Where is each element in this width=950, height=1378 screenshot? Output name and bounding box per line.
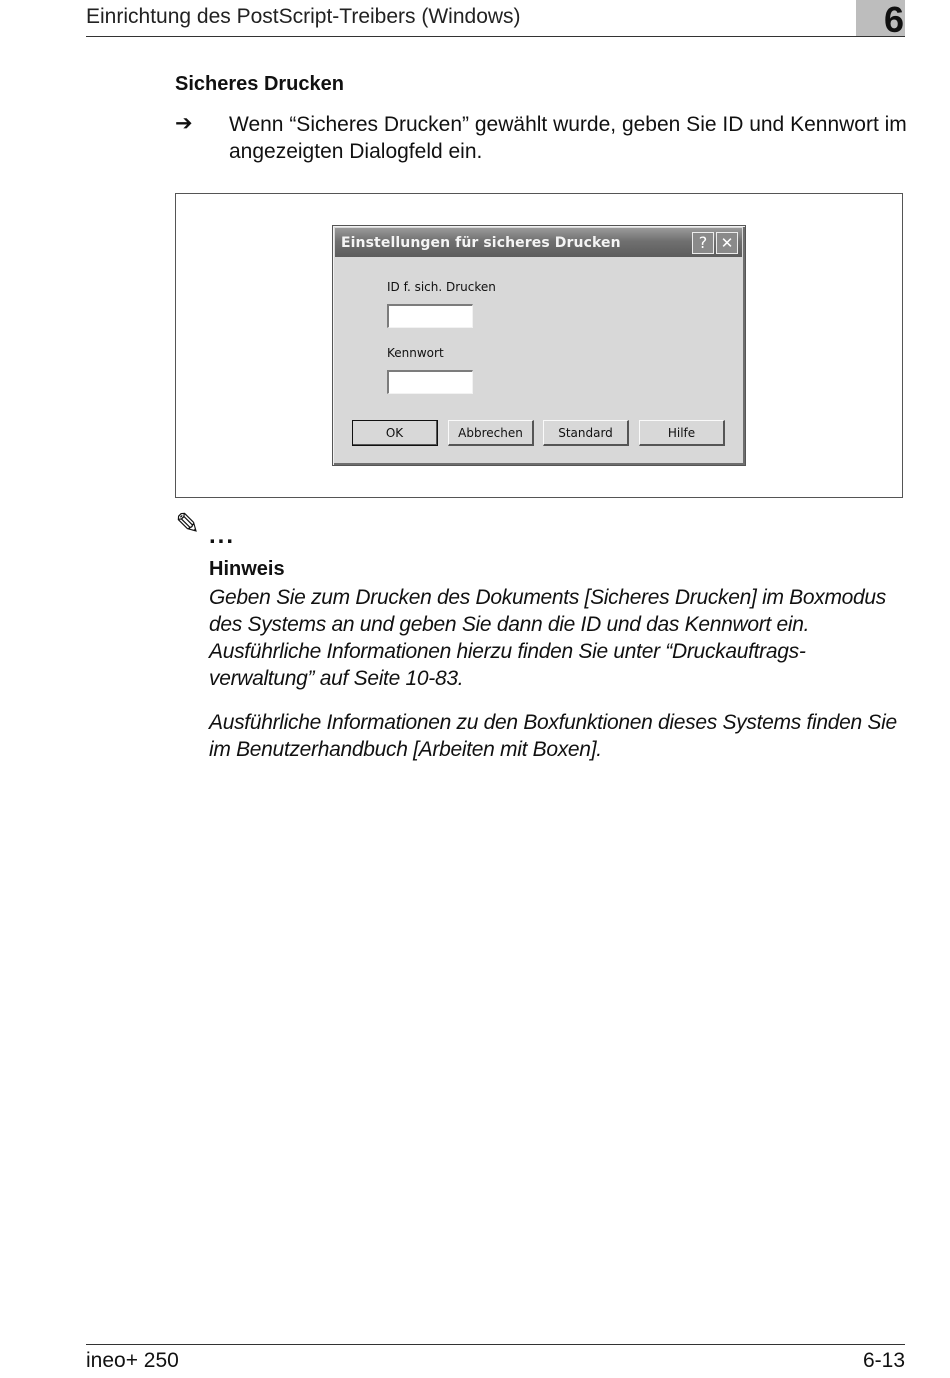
footer-rule: [86, 1344, 905, 1345]
standard-button[interactable]: Standard: [543, 420, 629, 446]
footer-page-number: 6-13: [862, 1349, 905, 1372]
step-text: Wenn “Sicheres Drucken” gewählt wurde, geben Sie ID und Kennwort im angezeigten Dialogfeld ein.: [229, 113, 907, 163]
note-dots: ...: [209, 522, 236, 549]
note-paragraph: Geben Sie zum Drucken des Dokuments [Sicheres Drucken] im Boxmodus des Systems an und geben Sie dann die ID und das Kennwort ein. Ausführliche Informationen hierzu finden Sie unter “Druckauftrags-verwaltung” auf Seite 10-83.: [209, 586, 886, 690]
footer-product: ineo+ 250: [86, 1349, 179, 1372]
page-header-title: Einrichtung des PostScript-Treibers (Windows): [86, 5, 521, 28]
chapter-tab: [856, 0, 905, 40]
help-icon[interactable]: ?: [692, 232, 714, 254]
ok-button[interactable]: OK: [352, 420, 438, 446]
id-label: ID f. sich. Drucken: [387, 280, 496, 294]
dialog-titlebar[interactable]: [335, 228, 742, 257]
cancel-button[interactable]: Abbrechen: [448, 420, 534, 446]
header-rule: [86, 36, 905, 37]
note-heading: Hinweis: [209, 558, 285, 580]
chapter-number: 6: [883, 0, 904, 40]
help-button[interactable]: Hilfe: [639, 420, 725, 446]
step-arrow-icon: ➔: [175, 112, 193, 135]
password-input[interactable]: [387, 370, 473, 394]
close-icon[interactable]: ✕: [716, 232, 738, 254]
dialog-title: Einstellungen für sicheres Drucken: [341, 235, 621, 251]
note-paragraph: Ausführliche Informationen zu den Boxfunktionen dieses Systems finden Sie im Benutzerhandbuch [Arbeiten mit Boxen].: [209, 711, 897, 761]
section-heading: Sicheres Drucken: [175, 73, 344, 95]
id-input[interactable]: [387, 304, 473, 328]
password-label: Kennwort: [387, 346, 444, 360]
pencil-icon: ✎: [175, 508, 201, 541]
